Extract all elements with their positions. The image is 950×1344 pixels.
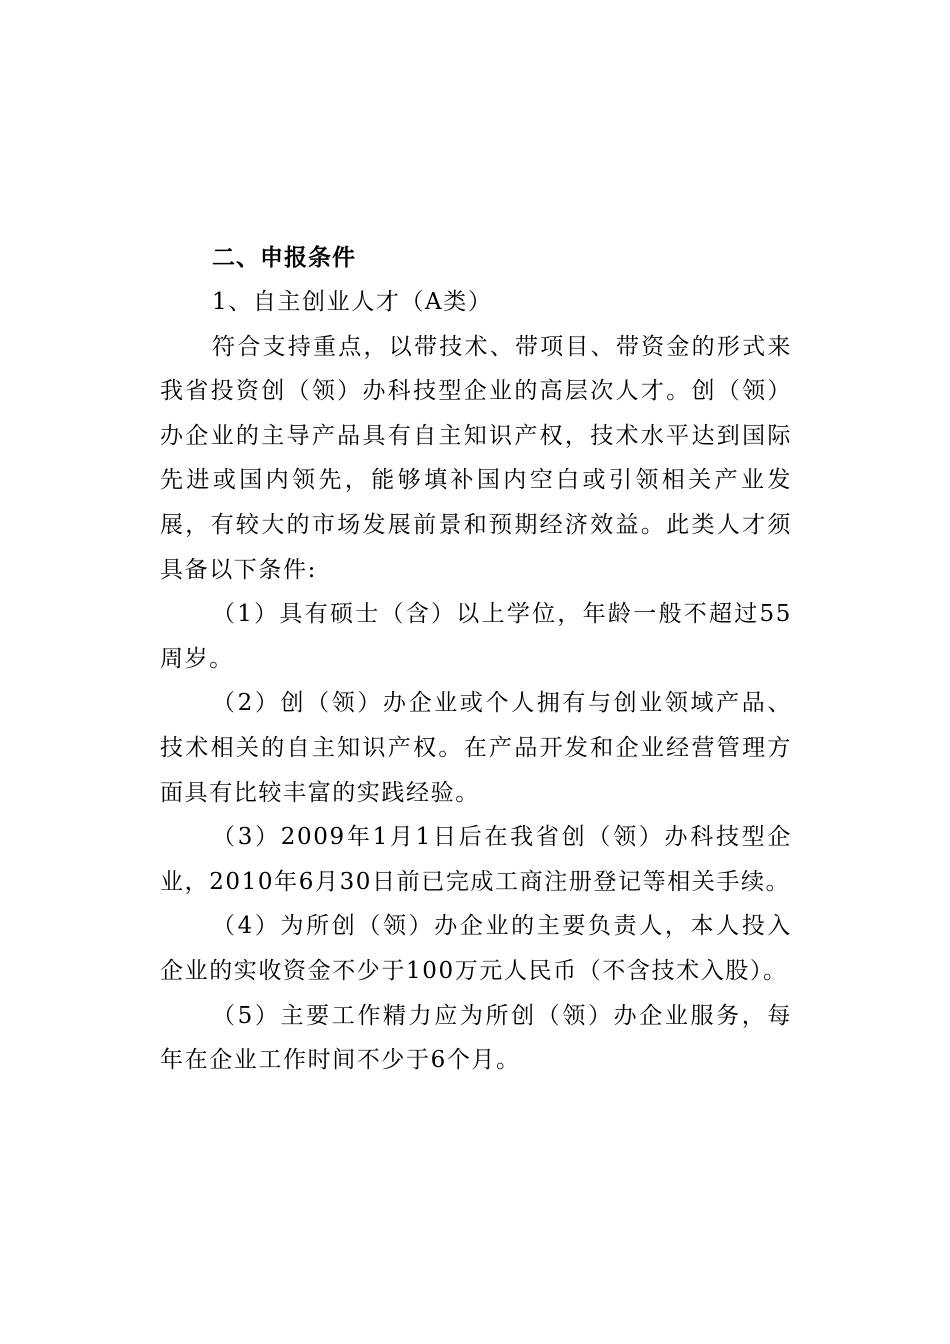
condition-5: （5）主要工作精力应为所创（领）办企业服务，每年在企业工作时间不少于6个月。 (160, 1002, 792, 1074)
category-subheading: 1、自主创业人才（A类） (212, 289, 493, 315)
section-heading: 二、申报条件 (212, 245, 356, 271)
condition-3: （3）2009年1月1日后在我省创（领）办科技型企业，2010年6月30日前已完成工商注册登记等相关手续。 (160, 824, 792, 895)
document-body (160, 236, 792, 1083)
intro-paragraph: 符合支持重点，以带技术、带项目、带资金的形式来我省投资创（领）办科技型企业的高层次人才。创（领）办企业的主导产品具有自主知识产权，技术水平达到国际先进或国内领先，能够填补国内空白或引领相关产业发展，有较大的市场发展前景和预期经济效益。此类人才须具备以下条件: (160, 333, 792, 583)
condition-1: （1）具有硕士（含）以上学位，年龄一般不超过55周岁。 (160, 601, 792, 672)
condition-2: （2）创（领）办企业或个人拥有与创业领域产品、技术相关的自主知识产权。在产品开发和企业经营管理方面具有比较丰富的实践经验。 (160, 690, 792, 806)
condition-4: （4）为所创（领）办企业的主要负责人，本人投入企业的实收资金不少于100万元人民币（不含技术入股）。 (160, 913, 792, 984)
